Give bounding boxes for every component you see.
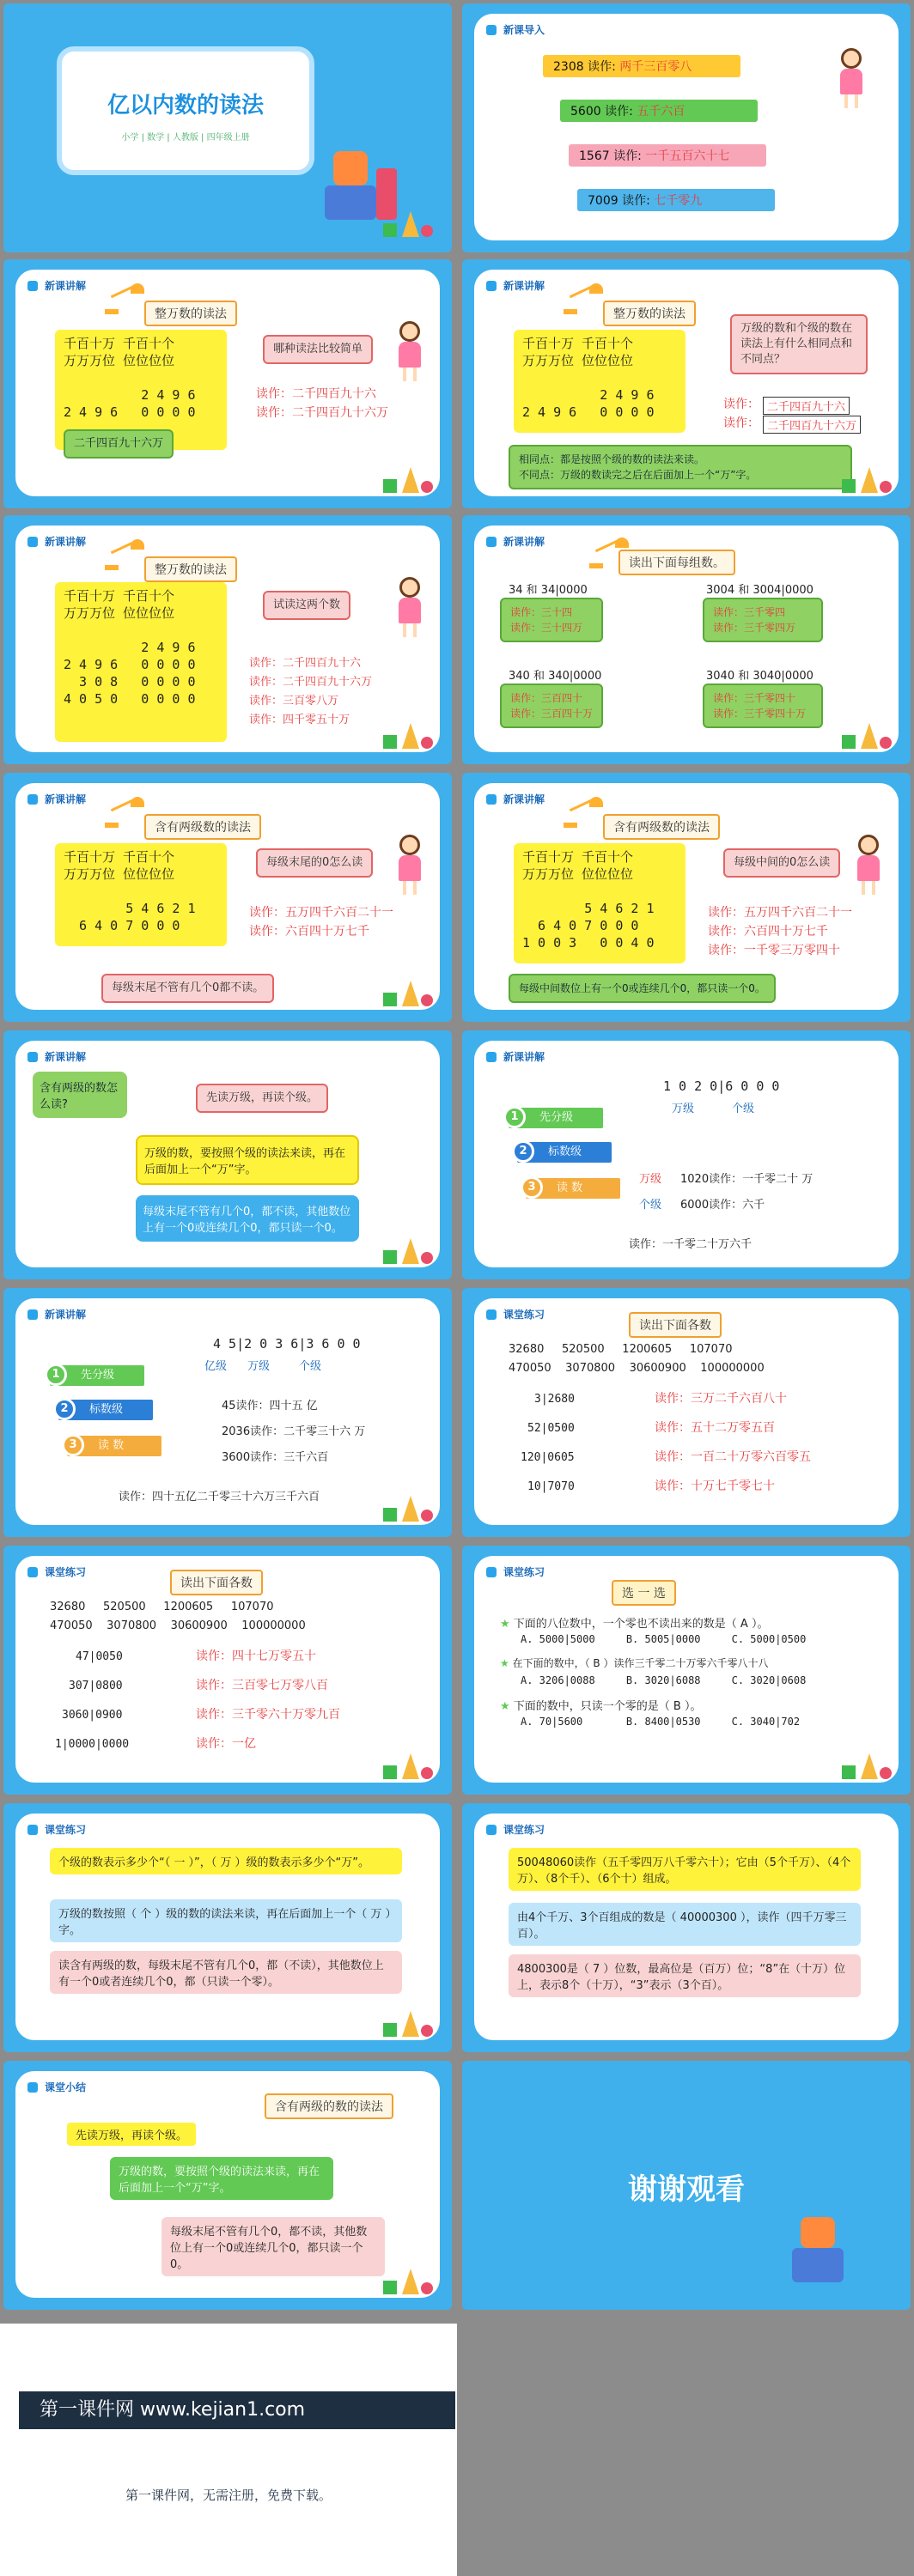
readings: 读作：五万四千六百二十一 读作：六百四十万七千 读作：一千零三万零四十 — [708, 906, 852, 957]
level-ge: 个级 — [639, 1199, 662, 1212]
readings: 读作：五万四千六百二十一 读作：六百四十万七千 — [249, 906, 393, 939]
number-list-2: 470050 3070800 30600900 100000000 — [509, 1362, 765, 1375]
pair-1-question: 34 和 34|0000 — [509, 584, 588, 597]
title-card — [57, 46, 314, 175]
ge-label: 个级 — [299, 1360, 322, 1373]
girl-illustration — [393, 321, 426, 381]
step-1: 1 先分级 — [50, 1365, 144, 1386]
slide-header: 新课讲解 — [22, 790, 94, 809]
read-wan: 2036读作：二千零三十六 万 — [222, 1425, 366, 1438]
section-title: 读出下面每组数。 — [618, 550, 735, 575]
place-value-table: 千百十万 千百十个 万万万位 位位位位 5 4 6 2 1 6 4 0 7 0 0 0 1 0 0 3 0 0 4 0 — [514, 843, 686, 963]
wan-rule: 万级的数，要按照个级的读法来读，再在后面加上一个“万”字。 — [110, 2157, 333, 2200]
step-2: 2 标数级 — [58, 1400, 153, 1420]
slide-header: 课堂练习 — [481, 1563, 553, 1582]
slide-3 — [3, 259, 452, 508]
slide-14 — [462, 1546, 911, 1795]
section-title: 含有两级的数的读法 — [265, 2093, 393, 2119]
ex-num-3: 120|0605 — [521, 1451, 575, 1464]
number-list-2: 470050 3070800 30600900 100000000 — [50, 1619, 306, 1632]
girl-illustration — [393, 577, 426, 637]
slide-title-text: 亿以内数的读法 — [107, 93, 264, 118]
ex-read-4: 读作：十万七千零七十 — [655, 1479, 775, 1493]
pair-1-answers: 读作：三十四 读作：三十四万 — [500, 598, 603, 642]
section-title: 读出下面各数 — [629, 1312, 722, 1338]
ex-num-1: 47|0050 — [76, 1650, 123, 1663]
slide-6 — [462, 515, 911, 764]
question-bubble: 试读这两个数 — [263, 591, 350, 620]
deco-shapes — [383, 714, 435, 749]
slide-header: 新课讲解 — [22, 1048, 94, 1066]
ex-read-3: 读作：一百二十万零六百零五 — [655, 1450, 811, 1464]
slide-15 — [3, 1803, 452, 2052]
deco-shapes — [383, 1745, 435, 1779]
footer-slogan: 第一课件网，无需注册，免费下载。 — [125, 2488, 332, 2503]
deco-shapes — [383, 2260, 435, 2294]
level-wan: 万级 — [639, 1173, 662, 1186]
section-title: 整万数的读法 — [144, 556, 237, 582]
question-bubble: 每级末尾的0怎么读 — [256, 848, 373, 878]
number-list-1: 32680 520500 1200605 107070 — [50, 1601, 274, 1613]
pair-3-question: 340 和 340|0000 — [509, 670, 602, 683]
slide-11 — [3, 1288, 452, 1537]
read-row-2: 5600 读作: 五千六百 — [560, 100, 758, 122]
slide-17 — [3, 2061, 452, 2310]
place-value-table: 千百十万 千百十个 万万万位 位位位位 2 4 9 6 2 4 9 6 0 0 0 0 — [514, 330, 686, 433]
slide-header: 新课导入 — [481, 21, 553, 39]
deco-shapes — [383, 1487, 435, 1522]
slide-9 — [3, 1030, 452, 1279]
section-title: 含有两级数的读法 — [144, 814, 261, 840]
slide-header: 课堂小结 — [22, 2078, 94, 2097]
ex-num-2: 52|0500 — [527, 1422, 575, 1435]
gray-fill — [462, 2324, 914, 2576]
deco-shapes — [383, 203, 435, 237]
rule-note: 每级末尾不管有几个0都不读。 — [101, 974, 274, 1003]
order-rule: 先读万级，再读个级。 — [196, 1084, 328, 1113]
wan-label: 万级 — [672, 1103, 695, 1115]
deco-shapes — [383, 459, 435, 493]
section-title: 读出下面各数 — [170, 1570, 263, 1595]
slide-intro — [462, 3, 911, 252]
step-1: 1 先分级 — [509, 1108, 603, 1128]
read-yi: 45读作：四十五 亿 — [222, 1400, 318, 1413]
ex-read-4: 读作：一亿 — [196, 1737, 256, 1751]
read-row-4: 7009 读作: 七千零九 — [577, 189, 775, 211]
wan-rule: 万级的数，要按照个级的读法来读，再在后面加上一个“万”字。 — [136, 1135, 359, 1185]
slide-title — [3, 3, 452, 252]
question-bubble: 万级的数和个级的数在读法上有什么相同点和不同点？ — [730, 314, 868, 374]
slide-8 — [462, 773, 911, 1022]
pair-2-answers: 读作：三千零四 读作：三千零四万 — [703, 598, 823, 642]
ex-num-4: 1|0000|0000 — [55, 1738, 130, 1751]
question-bubble: 哪种读法比较简单 — [263, 335, 373, 364]
number-split: 1 0 2 0|6 0 0 0 — [663, 1078, 780, 1094]
pair-4-answers: 读作：三千零四十 读作：三千零四十万 — [703, 683, 823, 728]
thanks-title: 谢谢观看 — [628, 2172, 745, 2207]
lamp-icon — [101, 539, 144, 574]
number-split: 4 5|2 0 3 6|3 6 0 0 — [213, 1336, 361, 1352]
reading-2: 二千四百九十六万 — [763, 416, 861, 434]
options-2: A. 3206|0088 B. 3020|6088 C. 3020|0608 — [521, 1674, 807, 1686]
read-row-3: 1567 读作: 一千五百六十七 — [569, 144, 766, 167]
read-row-1: 2308 读作: 两千三百零八 — [543, 55, 740, 77]
slide-header: 课堂练习 — [22, 1563, 94, 1582]
section-title: 整万数的读法 — [144, 301, 237, 326]
ex-num-2: 307|0800 — [69, 1680, 123, 1692]
order-rule: 先读万级，再读个级。 — [67, 2123, 196, 2146]
zero-rule: 每级末尾不管有几个0，都不读，其他数位上有一个0或连续几个0，都只读一个0。 — [161, 2217, 385, 2276]
final-reading: 读作：四十五亿二千零三十六万三千六百 — [119, 1491, 320, 1504]
readings: 读作：二千四百九十六 读作：二千四百九十六万 读作：三百零八万 读作：四千零五十万 — [249, 657, 373, 726]
number-list-1: 32680 520500 1200605 107070 — [509, 1343, 733, 1356]
deco-shapes — [842, 459, 893, 493]
slide-subtitle: 小学 | 数学 | 人教版 | 四年级上册 — [121, 133, 250, 143]
read-ge: 3600读作：三千六百 — [222, 1451, 329, 1464]
ex-read-1: 读作：四十七万零五十 — [196, 1649, 316, 1663]
slide-12 — [462, 1288, 911, 1537]
girl-illustration — [852, 835, 885, 895]
options-3: A. 70|5600 B. 8400|0530 C. 3040|702 — [521, 1716, 801, 1728]
ex-read-1: 读作：三万二千六百八十 — [655, 1392, 787, 1406]
slide-7 — [3, 773, 452, 1022]
slide-10 — [462, 1030, 911, 1279]
ex-read-2: 读作：五十二万零五百 — [655, 1421, 775, 1435]
slide-header: 新课讲解 — [481, 532, 553, 551]
brand-bar: 第一课件网 www.kejian1.com — [19, 2391, 455, 2429]
item-1: 50048060读作（五千零四万八千零六十）；它由（5个千万）、（4个万）、（8个千）、（6个十）组成。 — [509, 1848, 861, 1891]
ex-num-3: 3060|0900 — [62, 1709, 123, 1722]
reading-1: 二千四百九十六 — [763, 397, 850, 415]
lamp-icon — [560, 797, 603, 831]
section-title: 整万数的读法 — [603, 301, 696, 326]
item-3: 4800300是（ 7 ）位数，最高位是（百万）位；“8”在（十万）位上，表示8个（十万），“3”表示（3个百）。 — [509, 1954, 861, 1997]
options-1: A. 5000|5000 B. 5005|0000 C. 5000|0500 — [521, 1633, 807, 1645]
section-title: 选 一 选 — [612, 1580, 676, 1606]
read-ge: 6000读作：六千 — [680, 1199, 765, 1212]
deco-shapes — [842, 1745, 893, 1779]
step-3: 3 读 数 — [67, 1436, 161, 1456]
slide-16 — [462, 1803, 911, 2052]
ex-num-1: 3|2680 — [534, 1393, 575, 1406]
deco-shapes — [383, 2002, 435, 2037]
rule-note: 每级中间数位上有一个0或连续几个0，都只读一个0。 — [509, 974, 776, 1003]
wan-label: 万级 — [247, 1360, 271, 1373]
slide-header: 新课讲解 — [481, 1048, 553, 1066]
item-1: 个级的数表示多少个“（ 一 ）”，（ 万 ）级的数表示多少个“万”。 — [50, 1848, 402, 1874]
comparison-box: 相同点：都是按照个级的数的读法来读。 不同点：万级的数读完之后在后面加上一个“万”字。 — [509, 445, 852, 489]
slide-thanks — [462, 2061, 911, 2310]
item-2: 由4个千万、3个百组成的数是（ 40000300 ），读作（四千万零三百）。 — [509, 1903, 861, 1946]
slide-13 — [3, 1546, 452, 1795]
lamp-icon — [101, 283, 144, 318]
read-wan: 1020读作：一千零二十 万 — [680, 1173, 813, 1186]
pair-3-answers: 读作：三百四十 读作：三百四十万 — [500, 683, 603, 728]
deco-shapes — [842, 714, 893, 749]
pair-4-question: 3040 和 3040|0000 — [706, 670, 813, 683]
deco-shapes — [383, 972, 435, 1006]
ge-label: 个级 — [732, 1103, 755, 1115]
final-reading: 读作：一千零二十万六千 — [629, 1238, 753, 1251]
lamp-icon — [560, 283, 603, 318]
pair-2-question: 3004 和 3004|0000 — [706, 584, 813, 597]
slide-header: 课堂练习 — [481, 1820, 553, 1839]
slide-header: 新课讲解 — [22, 532, 94, 551]
slide-header: 新课讲解 — [22, 276, 94, 295]
slide-4 — [462, 259, 911, 508]
slide-header: 新课讲解 — [481, 790, 553, 809]
slide-5 — [3, 515, 452, 764]
slide-header: 课堂练习 — [481, 1305, 553, 1324]
lamp-icon — [101, 797, 144, 831]
place-value-table: 千百十万 千百十个 万万万位 位位位位 2 4 9 6 2 4 9 6 0 0 0 0 — [55, 330, 227, 450]
question-3: ★ 下面的数中，只读一个零的是（ B ）。 — [500, 1700, 702, 1713]
question-card: 含有两级的数怎么读? — [33, 1072, 127, 1118]
question-2: ★ 在下面的数中，（ B ）读作三千零二十万零六千零八十八 — [500, 1657, 769, 1669]
deco-shapes — [383, 1230, 435, 1264]
ex-read-3: 读作：三千零六十万零九百 — [196, 1708, 340, 1722]
green-read-box: 二千四百九十六万 — [64, 429, 174, 459]
girl-illustration — [835, 48, 868, 108]
zero-rule: 每级末尾不管有几个0，都不读，其他数位上有一个0或连续几个0，都只读一个0。 — [136, 1195, 359, 1242]
robot-illustration — [783, 2217, 869, 2286]
step-3: 3 读 数 — [526, 1178, 620, 1199]
item-3: 读含有两级的数，每级末尾不管有几个0，都（不读），其他数位上有一个0或者连续几个0，都（只读一个零）。 — [50, 1951, 402, 1994]
question-bubble: 每级中间的0怎么读 — [723, 848, 840, 878]
slide-header: 课堂练习 — [22, 1820, 94, 1839]
question-1: ★ 下面的八位数中，一个零也不读出来的数是（ A ）。 — [500, 1618, 769, 1631]
step-2: 2 标数级 — [517, 1142, 612, 1163]
slide-header: 新课讲解 — [22, 1305, 94, 1324]
girl-illustration — [393, 835, 426, 895]
readings: 读作：二千四百九十六 读作：二千四百九十六万 — [256, 387, 388, 420]
place-value-table: 千百十万 千百十个 万万万位 位位位位 5 4 6 2 1 6 4 0 7 0 0 0 — [55, 843, 227, 946]
slide-header: 新课讲解 — [481, 276, 553, 295]
yi-label: 亿级 — [204, 1360, 228, 1373]
section-title: 含有两级数的读法 — [603, 814, 720, 840]
ex-read-2: 读作：三百零七万零八百 — [196, 1679, 328, 1692]
readings-labels: 读作： 读作： — [723, 398, 759, 430]
footer-area — [0, 2324, 457, 2576]
ex-num-4: 10|7070 — [527, 1480, 575, 1493]
item-2: 万级的数按照（ 个 ）级的数的读法来读，再在后面加上一个（ 万 ）字。 — [50, 1899, 402, 1942]
place-value-table: 千百十万 千百十个 万万万位 位位位位 2 4 9 6 2 4 9 6 0 0 0 0 3 0 8 0 0 0 0 4 0 5 0 0 0 0 0 — [55, 582, 227, 742]
